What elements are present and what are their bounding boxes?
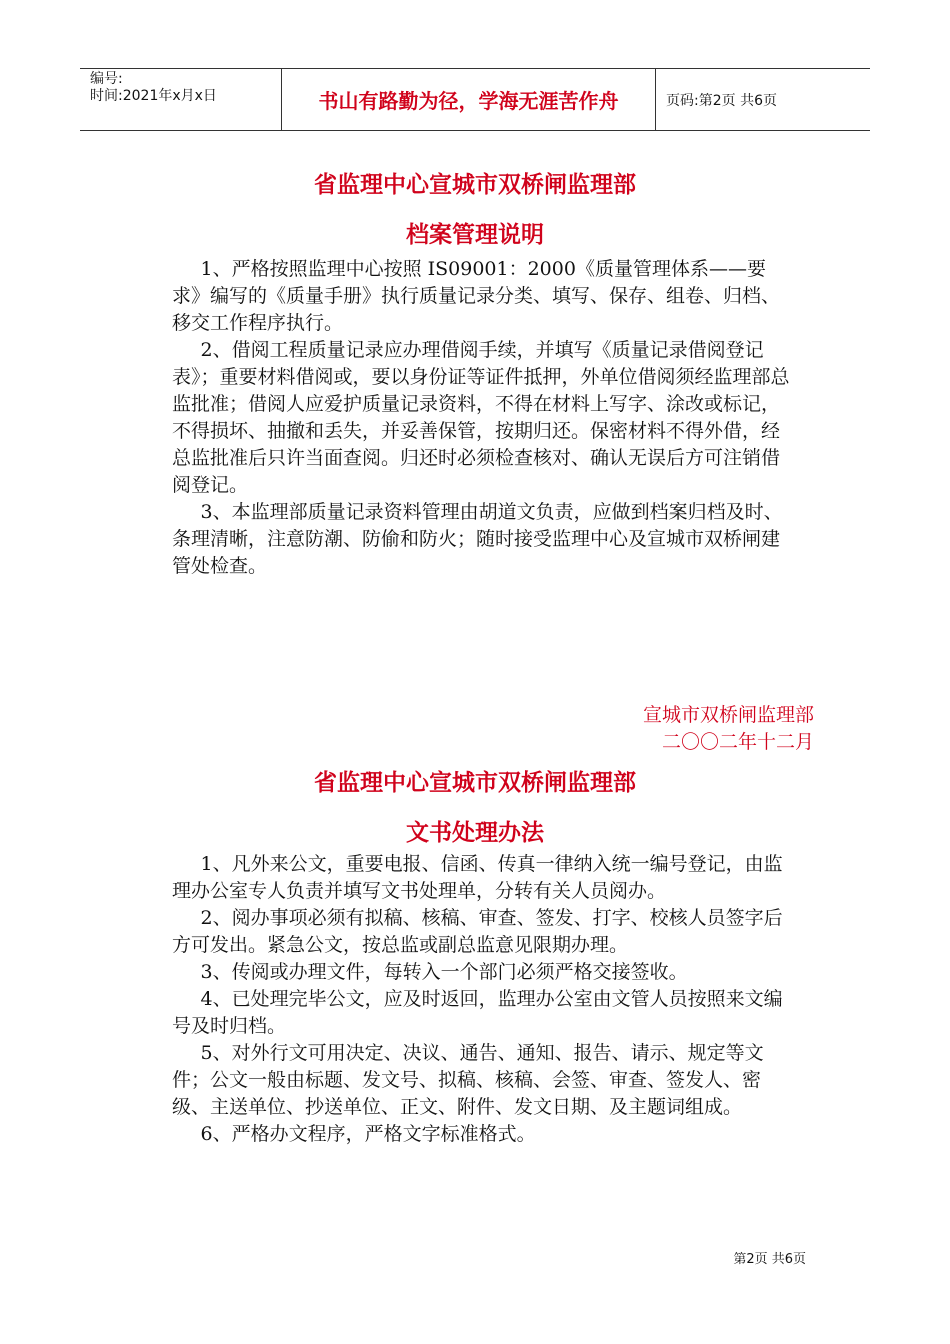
section1-paragraph-3: 3、本监理部质量记录资料管理由胡道文负责，应做到档案归档及时、条理清晰，注意防潮、防偷和防火；随时接受监理中心及宣城市双桥闸建管处检查。: [172, 501, 783, 577]
signature-org: 宣城市双桥闸监理部: [642, 704, 814, 726]
section2-title: 文书处理办法: [406, 820, 544, 846]
page-header: [80, 68, 870, 131]
header-meta: [80, 69, 282, 130]
footer-page-number: 第2页 共6页: [733, 1252, 806, 1267]
section1-body: [172, 256, 792, 580]
section2-body: [172, 851, 792, 1148]
document-number-label: 编号:: [90, 71, 123, 87]
section1-title: 档案管理说明: [406, 222, 544, 248]
signature-date: 二〇〇二年十二月: [661, 731, 814, 753]
section2-paragraph-6: 6、严格办文程序，严格文字标准格式。: [200, 1123, 536, 1145]
section2-org-title: 省监理中心宣城市双桥闸监理部: [314, 770, 636, 796]
section1-paragraph-1: 1、严格按照监理中心按照 IS09001：2000《质量管理体系——要求》编写的《质量手册》执行质量记录分类、填写、保存、组卷、归档、移交工作程序执行。: [172, 258, 781, 334]
header-motto: 书山有路勤为径，学海无涯苦作舟: [282, 69, 656, 130]
section2-paragraph-4: 4、已处理完毕公文，应及时返回，监理办公室由文管人员按照来文编号及时归档。: [172, 988, 783, 1037]
document-time-label: 时间:2021年x月x日: [90, 88, 217, 104]
section2-paragraph-1: 1、凡外来公文，重要电报、信函、传真一律纳入统一编号登记，由监理办公室专人负责并填写文书处理单，分转有关人员阅办。: [172, 853, 783, 902]
section2-paragraph-3: 3、传阅或办理文件，每转入一个部门必须严格交接签收。: [200, 961, 688, 983]
section2-paragraph-2: 2、阅办事项必须有拟稿、核稿、审查、签发、打字、校核人员签字后方可发出。紧急公文，按总监或副总监意见限期办理。: [172, 907, 783, 956]
section1-org-title: 省监理中心宣城市双桥闸监理部: [314, 172, 636, 198]
section1-paragraph-2: 2、借阅工程质量记录应办理借阅手续，并填写《质量记录借阅登记表》；重要材料借阅或，要以身份证等证件抵押，外单位借阅须经监理部总监批准；借阅人应爱护质量记录资料，不得在材料上写字、涂改或标记，不得损坏、抽撤和丢失，并妥善保管，按期归还。保密材料不得外借，经总监批准后只许当面查阅。归还时必须检查核对、确认无误后方可注销借阅登记。: [172, 339, 790, 496]
section2-paragraph-5: 5、对外行文可用决定、决议、通告、通知、报告、请示、规定等文件；公文一般由标题、发文号、拟稿、核稿、会签、审查、签发人、密级、主送单位、抄送单位、正文、附件、发文日期、及主题词组成。: [172, 1042, 764, 1118]
header-page-number: 页码:第2页 共6页: [666, 92, 777, 109]
